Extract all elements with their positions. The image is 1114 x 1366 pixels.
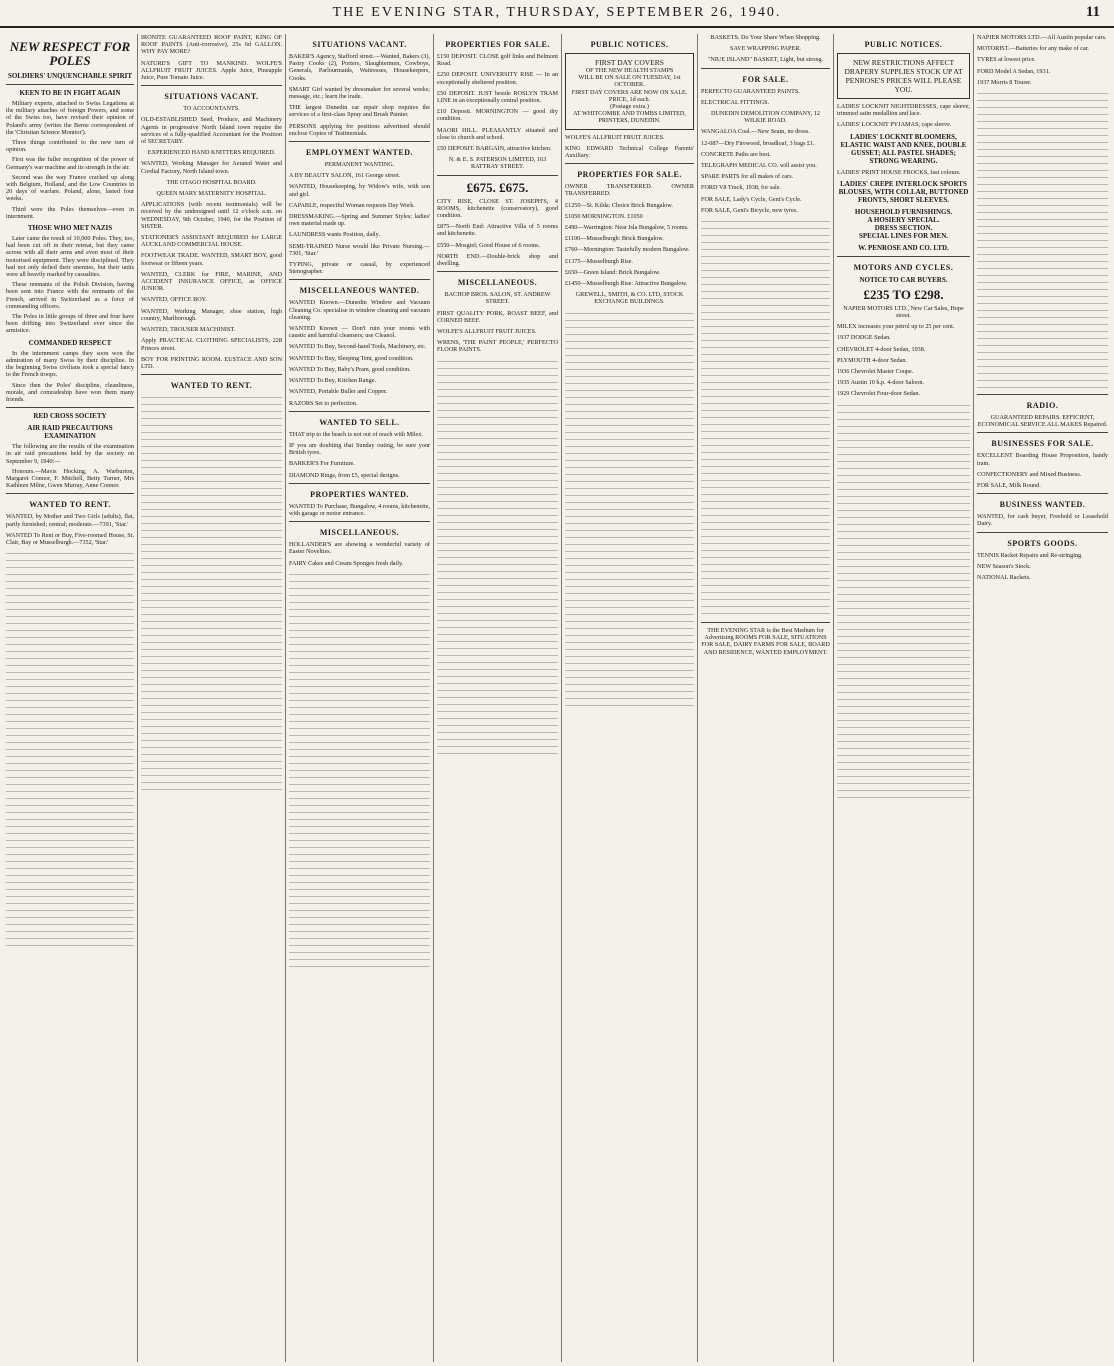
classified-ad: DIAMOND Rings, from £5, special designs. [289, 471, 400, 479]
classified-ad: EXPERIENCED HAND KNITTERS REQUIRED. [147, 149, 276, 157]
section-heading: MISCELLANEOUS. [319, 528, 400, 538]
article-paragraph: Since then the Poles' discipline, cleanliness, morale, and comradeship have won them many friends. [6, 381, 134, 403]
classified-ad: £150 DEPOSIT. CLOSE golf links and Belmont Road. [437, 53, 558, 68]
classified-ad: CHEVROLET 4-door Sedan, 1938. [837, 345, 926, 353]
subhead: SOLDIERS' UNQUENCHABLE SPIRIT [7, 72, 133, 80]
classified-ad: £650—Green Island: Brick Bungalow. [565, 268, 661, 276]
classified-ad: TELEGRAPH MEDICAL CO. will assist you. [701, 162, 817, 170]
advertising-notice: THE EVENING STAR is the Best Medium for Advertising ROOMS FOR SALE, SITUATIONS FOR SALE, DAIRY FARMS FOR SALE, BOARD AND RESIDENCE, WANTED EMPLOYMENT. [701, 627, 830, 656]
section-heading: WANTED TO RENT. [170, 381, 253, 391]
section-heading: MISCELLANEOUS WANTED. [299, 286, 420, 296]
article-paragraph: The following are the results of the examination in air raid precautions held by the society on September 9, 1940:— [6, 443, 134, 465]
classified-ad: WANTED Known — Don't ruin your rooms with caustic and harmful cleansers; use Cleanol. [289, 325, 430, 340]
classified-ad: OLD-ESTABLISHED Seed, Produce, and Machinery Agents in progressive North Island town require the services of a fully-qualified Accountant for the Position of SECRETARY. [141, 116, 282, 146]
classified-ad: 1937 DODGE Sedan. [837, 334, 891, 342]
divider [289, 483, 430, 484]
article-paragraph: First was the fuller recognition of the power of Germany's war machine and its strength in the air. [6, 156, 134, 171]
price-banner: £675. £675. [466, 179, 529, 195]
section-heading: PUBLIC NOTICES. [590, 40, 669, 49]
ad-line: FIRST DAY COVERS ARE NOW ON SALE. [571, 88, 688, 96]
classified-ad: FOR SALE, Gent's Bicycle, new tyres. [701, 206, 798, 214]
classified-ad: IRONITE GUARANTEED ROOF PAINT, KING OF ROOF PAINTS (Anti-corrosive), 25s 6d GALLON. WHY PAY MORE? [141, 34, 282, 56]
article-paragraph: Military experts, attached to Swiss Legations at the military attaches of foreign Powers, and some of the Swiss too, have revised their opinion of Poland's army (writes the Berne correspondent of the 'Christian Science Monitor'). [6, 100, 134, 136]
classified-ad: SAVE WRAPPING PAPER. [730, 45, 801, 53]
text-block [837, 402, 970, 802]
classified-ad: FORD Model A Sedan, 1931. [977, 67, 1051, 75]
classified-ad: LADIES' LOCKNIT NIGHTDRESSES, cape sleeve; trimmed satin medallion and lace. [837, 103, 970, 118]
divider [565, 163, 694, 164]
section-heading: PROPERTIES FOR SALE. [445, 40, 550, 49]
classified-ad: BAKER'S Agency, Stafford street.—Wanted, Bakers (3), Pastry Cooks (2), Porters, Slaughtermen, Cowboys, Generals, Parlourmaids, Waitresses, Housekeepers, Cooks. [289, 53, 430, 82]
subheading: HOUSEHOLD FURNISHINGS. [854, 207, 953, 216]
section-heading: PUBLIC NOTICES. [864, 40, 943, 49]
page-number: 11 [1085, 4, 1100, 20]
classified-ad: MAORI HILL. PLEASANTLY situated and close to church and school. [437, 126, 558, 141]
ad-line: OF THE NEW HEALTH STAMPS [585, 67, 674, 74]
classified-ad: WANTED To Buy, Sleeping Tent, good condition. [289, 354, 414, 362]
article-paragraph: Later came the result of 10,000 Poles. They, too, had been cut off in their retreat, but they came across with all their arms and even most of their motorised equipment. They were disciplined. They had not only defied their enemies, but their units were all heavily marked by casualties. [6, 235, 134, 279]
section-heading: SITUATIONS VACANT. [312, 40, 407, 49]
article-paragraph: In the internment camps they soon won the admiration of many Swiss by their discipline. In the beginning Swiss civilians took a special fancy to the French troops. [6, 349, 134, 379]
divider [701, 68, 830, 69]
agent-name: GREWELL, SMITH, & CO. LTD, STOCK EXCHANGE BUILDINGS. [575, 291, 684, 306]
column-public-notices [562, 34, 698, 1362]
classified-ad: FOR SALE, Milk Round. [977, 482, 1041, 490]
ad-line: PRICE, 1d each. [608, 95, 651, 103]
agent-name: N. & E. S. PATERSON LIMITED, 163 RATTRAY STREET. [448, 156, 547, 171]
divider [289, 279, 430, 280]
classified-ad: WOLFE'S ALLFRUIT FRUIT JUICES. [565, 133, 665, 141]
classified-ad: 12-087—Dry Firewood, broadloaf, 3 bags £1. [701, 139, 815, 147]
classified-ad: £10 Deposit. MORNINGTON — good dry condition. [437, 108, 558, 123]
section-heading: WANTED TO SELL. [319, 417, 400, 427]
classified-ad: NATURE'S GIFT TO MANKIND. WOLFE'S ALLFRUIT FRUIT JUICES. Apple Juice, Pineapple Juice, Pure Tomato Juice. [141, 59, 282, 82]
classified-ad: NAPIER MOTORS LTD.—All Austin popular cars. [977, 34, 1107, 41]
classified-ad: SMART Girl wanted by dressmaker for several weeks; message, etc.; learn the trade. [289, 85, 430, 101]
article-paragraph: The Poles in little groups of three and four have been drifting into Switzerland ever since the armistice. [6, 313, 134, 335]
price-banner: £235 TO £298. [863, 286, 944, 302]
classified-ad: Apply PRACTICAL CLOTHING SPECIALISTS, 228 Princes street. [141, 337, 282, 352]
classified-ad: WANTED, for cash buyer, Freehold or Leasehold Dairy. [977, 513, 1108, 528]
classified-ad: LADIES' PRINT HOUSE FROCKS, fast colours. [837, 168, 961, 176]
classified-ad: 1929 Chevrolet Four-door Sedan. [837, 390, 921, 398]
article-paragraph: Second was the way France cracked up along with Belgium, Holland, and the Low Countries in 20 days of warfare. Poland, alone, lasted four weeks. [6, 173, 134, 203]
column-grid [3, 34, 1111, 1362]
classified-ad: THE largest Dunedin car repair shop requires the services of a first-class Spray and Brush Painter. [289, 104, 430, 119]
classified-ad: £1375—Musselburgh Rise. [565, 257, 633, 265]
classified-ad: WANTED Known.—Dunedin Window and Vacuum Cleaning Co. specialise in window cleaning and vacuum cleaning. [289, 299, 430, 321]
subheading: DRESS SECTION. [874, 223, 933, 232]
classified-ad: WANGALOA Coal.—New Seam, no dross. [701, 128, 810, 136]
section-heading: SPORTS GOODS. [1007, 538, 1078, 548]
classified-ad: KING EDWARD Technical College Parents' Auxiliary. [565, 144, 694, 160]
classified-ad: WANTED, Working Manager for Aerated Water and Cordial Factory, North Island town. [141, 160, 282, 175]
column-penrose-motors [834, 34, 974, 1362]
divider [289, 141, 430, 142]
notice-title: NOTICE TO CAR BUYERS. [859, 275, 948, 284]
text-block [977, 90, 1108, 390]
subheading: A HOSIERY SPECIAL. [867, 215, 940, 224]
classified-ad: FOR SALE, Lady's Cycle, Gent's Cycle. [701, 195, 802, 203]
divider [977, 432, 1108, 433]
classified-ad: £50 DEPOSIT. JUST beside ROSLYN TRAM LINE in an exceptionally central position. [437, 89, 558, 105]
text-block [6, 550, 134, 950]
divider [141, 85, 282, 86]
section-heading: RADIO. [1026, 401, 1059, 411]
classified-ad: FAIRY Cakes and Cream Sponges fresh daily. [289, 559, 404, 567]
text-block [141, 394, 282, 794]
article-paragraph: Honours.—Mavis Hocking, A. Warburton, Margaret Connor, F. Mitchell, Betty Turner, Mrs Kathleen Milne, Gwen Murray, Anne Connor. [6, 467, 134, 490]
divider [437, 271, 558, 272]
classified-ad: THE OTAGO HOSPITAL BOARD. [166, 178, 257, 186]
divider [141, 374, 282, 375]
classified-ad: £1050 MORNINGTON. £1050 [565, 212, 643, 220]
classified-ad: £875—North End: Attractive Villa of 5 rooms and kitchenette. [437, 223, 558, 238]
headline-poles: NEW RESPECT FOR POLES [9, 39, 131, 68]
classified-ad: LADIES' LOCKNIT PYJAMAS, cape sleeve. [837, 121, 952, 129]
classified-ad: 1936 Chevrolet Master Coupe. [837, 368, 914, 376]
subhead: THOSE WHO MET NAZIS [27, 224, 113, 233]
section-heading: BUSINESSES FOR SALE. [991, 439, 1094, 449]
divider [977, 394, 1108, 395]
divider [977, 532, 1108, 533]
subhead: RED CROSS SOCIETY [33, 412, 107, 421]
classified-ad: 1935 Austin 10 h.p. 4-door Saloon. [837, 379, 924, 387]
classified-ad: FIRST QUALITY PORK, ROAST BEEF, and CORNED BEEF. [437, 309, 558, 324]
classified-ad: CITY RISE, CLOSE ST. JOSEPH'S, 4 ROOMS, kitchenette (conservatory), good condition. [437, 197, 558, 220]
classified-ad: WOLFE'S ALLFRUIT FRUIT JUICES. [437, 328, 537, 336]
classified-ad: CONFECTIONERY and Mixed Business. [977, 470, 1082, 478]
classified-ad: A BY BEAUTY SALON, 161 George street. [289, 172, 401, 180]
classified-ad: CONCRETE Paths are best. [701, 150, 771, 158]
banner-text: NEW RESTRICTIONS AFFECT DRAPERY SUPPLIES STOCK UP AT PENROSE'S PRICES WILL PLEASE YOU. [844, 58, 963, 94]
classified-ad: FORD V8 Truck, 1938, for sale. [701, 184, 781, 192]
classified-ad: BACHOP BROS. SALON, ST. ANDREW STREET. [444, 291, 551, 306]
classified-ad: APPLICATIONS (with recent testimonials) will be received by the undersigned until 12 o'clock a.m. on WEDNESDAY, 9th October, 1940, for the Position of SISTER. [141, 201, 282, 230]
classified-ad: £490—Warrington: Near Isla Bungalow, 5 rooms. [565, 224, 689, 232]
column-situations-vacant [138, 34, 286, 1362]
classified-ad: £1450—Musselburgh Rise: Attractive Bungalow. [565, 280, 688, 288]
classified-ad: WRENS, 'THE PAINT PEOPLE,' PERFECTO FLOOR PAINTS. [437, 339, 558, 354]
divider [837, 256, 970, 257]
classified-ad: DRESSMAKING.—Spring and Summer Styles; ladies' own material made up. [289, 213, 430, 228]
divider [289, 411, 430, 412]
classified-ad: 1937 Morris 8 Tourer. [977, 78, 1032, 86]
classified-ad: PERFECTO GUARANTEED PAINTS. [701, 87, 800, 95]
column-news-poles [3, 34, 138, 1362]
classified-ad: WANTED, OFFICE BOY. [141, 296, 207, 304]
section-heading: EMPLOYMENT WANTED. [306, 148, 413, 158]
classified-ad: TENNIS Racket Repairs and Re-stringing. [977, 551, 1083, 559]
text-block [565, 310, 694, 710]
classified-ad: TO ACCOUNTANTS. [183, 105, 240, 113]
ad-line: AT WHITCOMBE AND TOMBS LIMITED, PRINTERS, DUNEDIN. [573, 110, 686, 125]
text-block [701, 218, 830, 618]
divider [437, 175, 558, 176]
classified-ad: THAT trip to the beach is not out of reach with Milex. [289, 430, 423, 438]
dealer-name: NAPIER MOTORS LTD., New Car Sales, Hope street. [843, 304, 964, 320]
classified-ad: RAZORS Set to perfection. [289, 399, 358, 407]
section-heading: MISCELLANEOUS. [457, 278, 538, 288]
classified-ad: TYPING, private or casual, by experienced Stenographer. [289, 261, 430, 276]
text-block [289, 571, 430, 971]
classified-ad: FOOTWEAR TRADE. WANTED, SMART BOY, good footwear or fifteen years. [141, 252, 282, 267]
classified-ad: £760—Mornington: Tastefully modern Bungalow. [565, 246, 690, 254]
subhead: KEEN TO BE IN FIGHT AGAIN [19, 89, 121, 97]
section-heading: PROPERTIES WANTED. [310, 489, 409, 499]
section-heading: MOTORS AND CYCLES. [853, 262, 954, 272]
divider [6, 84, 134, 85]
subheading: SPECIAL LINES FOR MEN. [858, 231, 949, 240]
column-properties [434, 34, 562, 1362]
classified-ad: PERMANENT WANTING. [324, 161, 395, 169]
classified-ad: QUEEN MARY MATERNITY HOSPITAL. [156, 190, 267, 198]
classified-ad: MILEX increases your petrol up to 25 per cent. [837, 323, 955, 331]
section-heading: WANTED TO RENT. [29, 500, 111, 510]
classified-ad: WANTED To Buy, Second-hand Tools, Machinery, etc. [289, 343, 427, 351]
classified-ad: CAPABLE, respectful Woman requests Day Work. [289, 201, 415, 209]
text-block [437, 358, 558, 758]
classified-ad: DUNEDIN DEMOLITION COMPANY, 12 WILKIE ROAD. [711, 110, 820, 125]
classified-ad: WANTED, Housekeeping, by Widow's wife, with son and girl. [289, 183, 430, 198]
first-day-covers-ad [565, 53, 694, 130]
classified-ad: BARKER'S For Furniture. [289, 460, 355, 468]
classified-ad: WANTED, Portable Buller and Copper. [289, 388, 388, 396]
classified-ad: BOY FOR PRINTING ROOM. EUSTACE AND SON LTD. [141, 355, 282, 370]
classified-ad: £1250—St. Kilda: Choice Brick Bungalow. [565, 201, 673, 209]
subhead: AIR RAID PRECAUTIONS EXAMINATION [27, 424, 113, 441]
classified-ad: WANTED To Rent or Buy, Five-roomed House, St. Clair, Bay or Musselburgh.—7352, 'Star.' [6, 531, 134, 546]
article-paragraph: These remnants of the Polish Division, having been sent into France with the remnants of the French, arrived in Switzerland as a force of commanding officers. [6, 281, 134, 310]
classified-ad: TYRES at lowest price. [977, 56, 1036, 64]
classified-ad: HOLLANDER'S are showing a wonderful variety of Easter Novelties. [289, 541, 430, 556]
column-employment [286, 34, 434, 1362]
classified-ad: IF you are doubting that Sunday outing, be sure your British tyres. [289, 441, 430, 457]
classified-ad: NEW Season's Stock. [977, 562, 1031, 570]
ad-line: WILL BE ON SALE ON TUESDAY, 1st OCTOBER. [578, 74, 681, 89]
classified-ad: "NIUE ISLAND" BASKET, Light, but strong. [707, 56, 824, 64]
classified-ad: WANTED To Buy, Kitchen Range. [289, 377, 377, 385]
ad-line: FIRST DAY COVERS [595, 58, 664, 67]
section-heading: PROPERTIES FOR SALE. [577, 170, 682, 180]
classified-ad: LAUNDRESS wants Position, daily. [289, 231, 380, 239]
ad-line: (Postage extra.) [610, 103, 649, 111]
classified-ad: ELECTRICAL FITTINGS. [701, 98, 770, 106]
penrose-banner [837, 53, 970, 99]
classified-ad: EXCELLENT Boarding House Proposition, handy tram. [977, 452, 1108, 467]
classified-ad: LADIES' LOCKNIT BLOOMERS, ELASTIC WAIST AND KNEE, DOUBLE GUSSET; ALL PASTEL SHADES; STRONG WEARING. [840, 132, 967, 165]
classified-ad: £250 DEPOSIT. UNIVERSITY RISE — In an exceptionally sheltered position. [437, 71, 558, 86]
classified-ad: WANTED, Working Manager, shoe station, high country, Marlborough. [141, 307, 282, 322]
divider [6, 493, 134, 494]
classified-ad: NORTH END.—Double-brick shop and dwelling. [437, 252, 558, 268]
classified-ad: MOTORIST.—Batteries for any make of car. [977, 45, 1089, 53]
section-heading: BUSINESS WANTED. [999, 500, 1086, 510]
article-paragraph: Three things contributed to the new turn of opinion. [6, 139, 134, 154]
classified-ad: £50 DEPOSIT. BARGAIN, attractive kitchen. [437, 145, 552, 153]
classified-ad: LADIES' CREPE INTERLOCK SPORTS BLOUSES, WITH COLLAR, BUTTONED FRONTS, SHORT SLEEVES. [838, 179, 969, 204]
advertiser-signature: W. PENROSE AND CO. LTD. [858, 243, 949, 252]
classified-ad: WANTED To Purchase, Bungalow, 4 rooms, kitchenette, with garage or motor entrance. [289, 502, 430, 517]
classified-ad: SPARE PARTS for all makes of cars. [701, 173, 794, 181]
column-radio-business [974, 34, 1111, 1362]
section-heading: SITUATIONS VACANT. [164, 92, 259, 102]
classified-ad: OWNER TRANSFERRED. OWNER TRANSFERRED. [565, 183, 694, 198]
classified-ad: WANTED, CLERK for FIRE, MARINE, AND ACCIDENT INSURANCE OFFICE, as OFFICE JUNIOR. [141, 270, 282, 293]
masthead-title: THE EVENING STAR, THURSDAY, SEPTEMBER 26, 1940. [332, 5, 782, 20]
classified-ad: STATIONER'S ASSISTANT REQUIRED for LARGE AUCKLAND COMMERCIAL HOUSE. [141, 234, 282, 249]
subhead: COMMANDED RESPECT [28, 338, 112, 347]
classified-ad: BASKETS. Do Your Share When Shopping. [710, 34, 821, 41]
classified-ad: WANTED, by Mother and Two Girls (adults), flat, partly furnished; central; moderate.—7391, 'Star.' [6, 513, 134, 528]
classified-ad: GUARANTEED REPAIRS. EFFICIENT, ECONOMICAL SERVICE ALL MAKES Repaired. [977, 414, 1108, 429]
masthead [0, 0, 1114, 28]
classified-ad: SEMI-TRAINED Nurse would like Private Nursing.—7301, 'Star.' [289, 242, 430, 257]
divider [701, 622, 830, 623]
column-for-sale [698, 34, 834, 1362]
section-heading: FOR SALE. [742, 74, 789, 84]
divider [6, 407, 134, 408]
classified-ad: WANTED, TROUSER MACHINIST. [141, 326, 236, 334]
classified-ad: £1100—Musselburgh: Brick Bungalow. [565, 235, 664, 243]
classified-ad: WANTED To Buy, Baby's Pram, good condition. [289, 365, 411, 373]
divider [289, 521, 430, 522]
classified-ad: PLYMOUTH 4-door Sedan. [837, 356, 908, 364]
article-paragraph: Third were the Poles themselves—even in internment. [6, 205, 134, 220]
classified-ad: PERSONS applying for positions advertised should enclose Copies of Testimonials. [289, 122, 430, 137]
classified-ad: £550—Mosgiel; Good House of 6 rooms. [437, 241, 541, 249]
divider [977, 493, 1108, 494]
classified-ad: NATIONAL Rackets. [977, 574, 1031, 582]
